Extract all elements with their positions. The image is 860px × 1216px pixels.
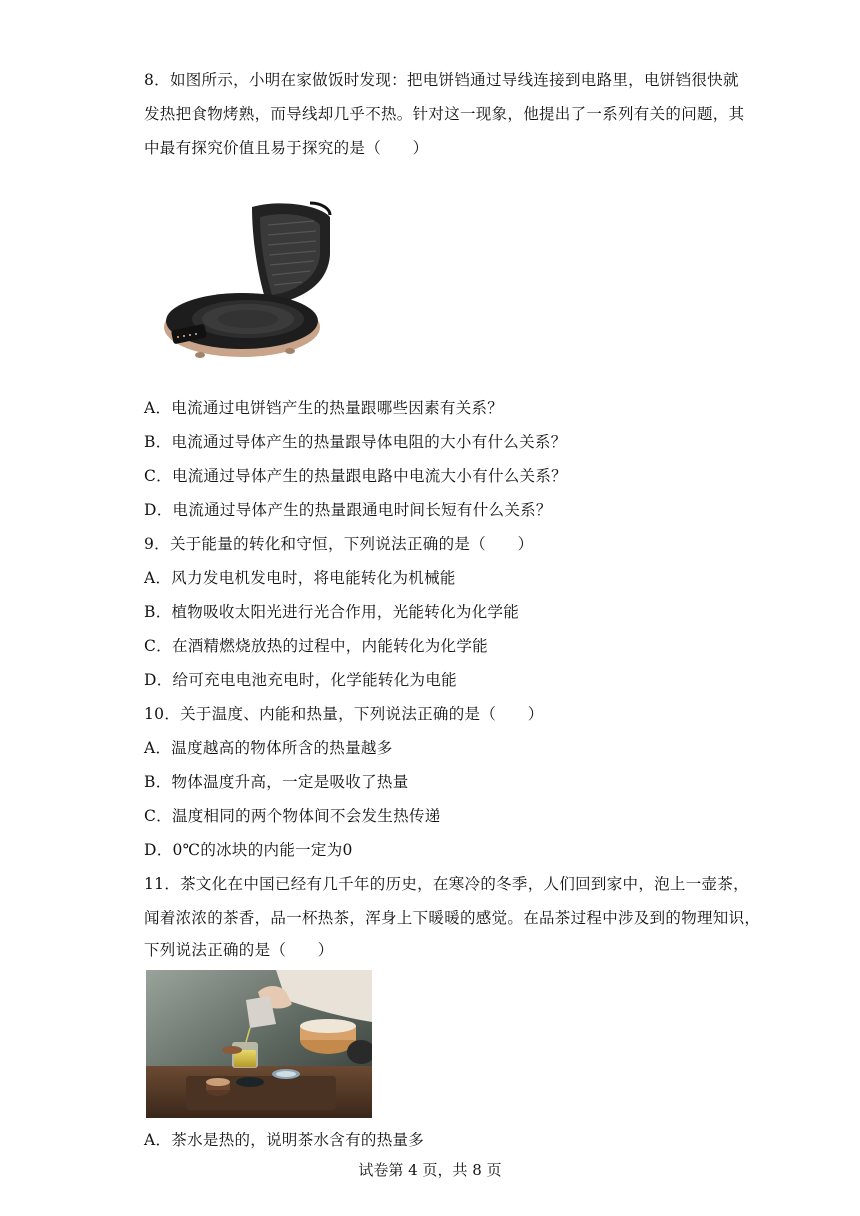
q8-stem-line-1: 8．如图所示，小明在家做饭时发现：把电饼铛通过导线连接到电路里，电饼铛很快就 <box>144 71 739 89</box>
q9-option-c: C．在酒精燃烧放热的过程中，内能转化为化学能 <box>144 637 488 655</box>
q9-option-d: D．给可充电电池充电时，化学能转化为电能 <box>144 671 457 689</box>
q9-option-b: B．植物吸收太阳光进行光合作用，光能转化为化学能 <box>144 603 520 621</box>
electric-griddle-image <box>160 195 340 370</box>
page-footer: 试卷第 4 页，共 8 页 <box>358 1161 502 1179</box>
q11-stem-line-1: 11．茶文化在中国已经有几千年的历史，在寒冷的冬季，人们回到家中，泡上一壶茶， <box>144 875 749 893</box>
q9-option-a: A．风力发电机发电时，将电能转化为机械能 <box>144 569 456 587</box>
q10-stem: 10．关于温度、内能和热量，下列说法正确的是（ ） <box>144 705 544 723</box>
q11-stem-line-3: 下列说法正确的是（ ） <box>144 941 334 959</box>
q8-option-b: B．电流通过导体产生的热量跟导体电阻的大小有什么关系？ <box>144 433 567 451</box>
q8-option-c: C．电流通过导体产生的热量跟电路中电流大小有什么关系？ <box>144 467 567 485</box>
q10-option-c: C．温度相同的两个物体间不会发生热传递 <box>144 807 441 825</box>
tea-pouring-photo <box>146 970 372 1118</box>
q8-stem-line-2: 发热把食物烤熟，而导线却几乎不热。针对这一现象，他提出了一系列有关的问题，其 <box>144 105 745 123</box>
q8-stem-line-3: 中最有探究价值且易于探究的是（ ） <box>144 139 429 157</box>
q10-option-a: A．温度越高的物体所含的热量越多 <box>144 739 393 757</box>
q11-stem-line-2: 闻着浓浓的茶香，品一杯热茶，浑身上下暖暖的感觉。在品茶过程中涉及到的物理知识， <box>144 909 761 927</box>
q10-option-b: B．物体温度升高，一定是吸收了热量 <box>144 773 409 791</box>
q8-option-a: A．电流通过电饼铛产生的热量跟哪些因素有关系？ <box>144 399 504 417</box>
q11-option-a: A．茶水是热的，说明茶水含有的热量多 <box>144 1131 425 1149</box>
q9-stem: 9．关于能量的转化和守恒，下列说法正确的是（ ） <box>144 535 534 553</box>
q10-option-d: D．0℃的冰块的内能一定为0 <box>144 841 353 859</box>
q8-option-d: D．电流通过导体产生的热量跟通电时间长短有什么关系？ <box>144 501 552 519</box>
